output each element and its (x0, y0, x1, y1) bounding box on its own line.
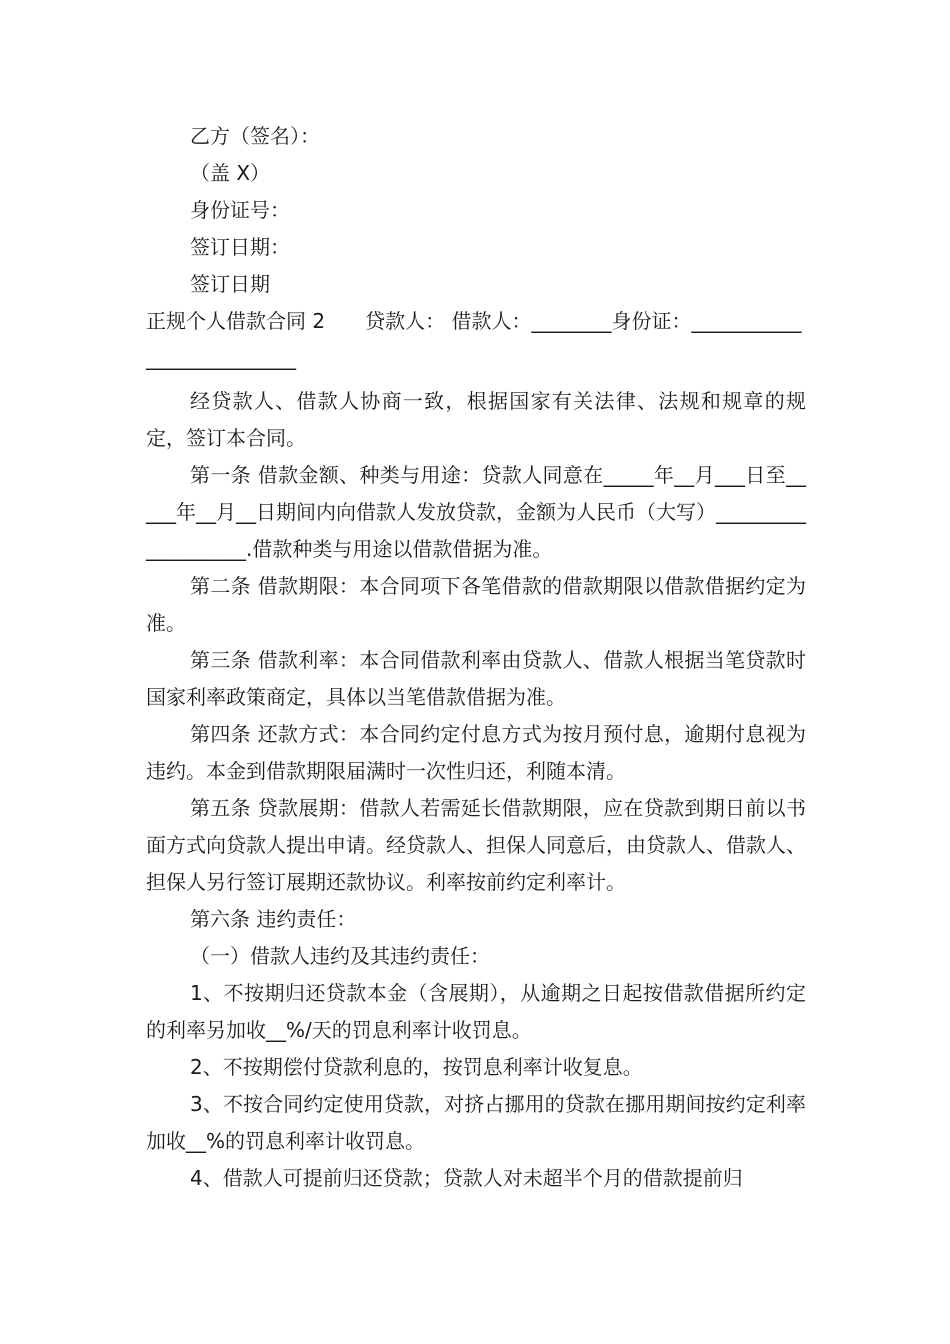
contract-header: 正规个人借款合同 2 贷款人： 借款人：________身份证：__________________________ (146, 309, 802, 370)
sign-date-line: 签订日期 (190, 272, 270, 296)
id-number-line: 身份证号： (190, 198, 290, 222)
paragraph-article-2: 第二条 借款期限：本合同项下各笔借款的借款期限以借款借据约定为准。 (146, 574, 806, 635)
sign-date-colon-line: 签订日期： (190, 235, 290, 259)
seal-line: （盖 X） (190, 161, 271, 185)
party-b-signature: 乙方（签名）： (190, 124, 320, 148)
paragraph-clause-2: 2、不按期偿付贷款利息的，按罚息利率计收复息。 (190, 1055, 643, 1079)
paragraph-article-1: 第一条 借款金额、种类与用途：贷款人同意在_____年__月___日至_____年__月__日期间内向借款人发放贷款，金额为人民币（大写）___________________.借款种类与用途以借款借据为准。 (146, 463, 806, 561)
paragraph-article-4: 第四条 还款方式：本合同约定付息方式为按月预付息，逾期付息视为违约。本金到借款期限届满时一次性归还，利随本清。 (146, 722, 806, 783)
paragraph-intro: 经贷款人、借款人协商一致，根据国家有关法律、法规和规章的规定，签订本合同。 (146, 389, 806, 450)
paragraph-article-6: 第六条 违约责任： (190, 907, 357, 931)
paragraph-article-5: 第五条 贷款展期：借款人若需延长借款期限，应在贷款到期日前以书面方式向贷款人提出申请。经贷款人、担保人同意后，由贷款人、借款人、担保人另行签订展期还款协议。利率按前约定利率计。 (146, 796, 806, 894)
paragraph-clause-4: 4、借款人可提前归还贷款；贷款人对未超半个月的借款提前归 (190, 1166, 743, 1190)
paragraph-clause-3: 3、不按合同约定使用贷款，对挤占挪用的贷款在挪用期间按约定利率加收__%的罚息利率计收罚息。 (146, 1092, 806, 1153)
document-body (146, 118, 806, 1197)
paragraph-article-6-sub-1: （一）借款人违约及其违约责任： (190, 944, 490, 968)
paragraph-clause-1: 1、不按期归还贷款本金（含展期），从逾期之日起按借款借据所约定的利率另加收__%/天的罚息利率计收罚息。 (146, 981, 806, 1042)
paragraph-article-3: 第三条 借款利率：本合同借款利率由贷款人、借款人根据当笔贷款时国家利率政策商定，具体以当笔借款借据为准。 (146, 648, 806, 709)
